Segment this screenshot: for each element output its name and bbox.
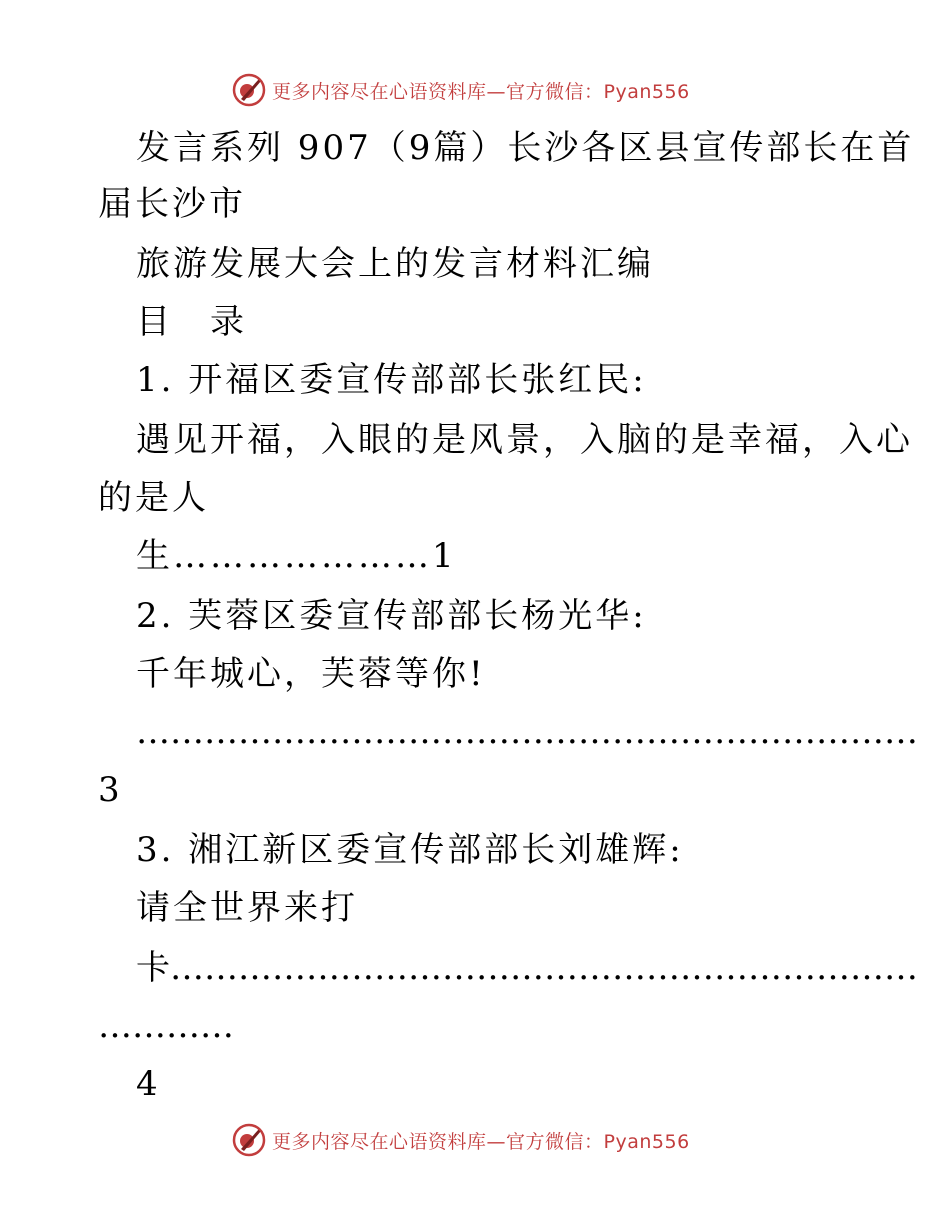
toc-entry-1-title-line-3: 生…………………1 bbox=[136, 536, 457, 576]
doc-title-line-2: 届长沙市 bbox=[98, 184, 246, 224]
watermark-text: 更多内容尽在心语资料库—官方微信：Pyan556 bbox=[272, 80, 690, 103]
toc-entry-1-title-line-2: 的是人 bbox=[98, 478, 209, 518]
toc-entry-3-title-line-2: 卡………………………………………………………… bbox=[136, 948, 918, 988]
watermark-text: 更多内容尽在心语资料库—官方微信：Pyan556 bbox=[272, 1130, 690, 1153]
watermark-banner-top bbox=[232, 72, 690, 108]
doc-title-line-1: 发言系列 907（9篇）长沙各区县宣传部长在首 bbox=[136, 128, 915, 168]
doc-title-line-3: 旅游发展大会上的发言材料汇编 bbox=[136, 244, 654, 284]
toc-entry-2-dot-leader: …………………………………………………………… bbox=[136, 712, 918, 752]
toc-entry-2-page-number: 3 bbox=[98, 770, 123, 810]
toc-entry-2-speaker: 2. 芙蓉区委宣传部部长杨光华: bbox=[136, 596, 647, 636]
watermark-banner-bottom bbox=[232, 1122, 690, 1158]
toc-entry-3-title-line-1: 请全世界来打 bbox=[136, 888, 358, 928]
quill-seal-icon bbox=[232, 73, 266, 107]
toc-entry-3-title-line-3: ………… bbox=[98, 1006, 234, 1046]
quill-seal-icon bbox=[232, 1123, 266, 1157]
toc-entry-3-page-number: 4 bbox=[136, 1064, 161, 1104]
toc-entry-2-title-line-1: 千年城心，芙蓉等你! bbox=[136, 654, 486, 694]
toc-heading: 目 录 bbox=[136, 302, 247, 342]
toc-entry-1-title-line-1: 遇见开福，入眼的是风景，入脑的是幸福，入心 bbox=[136, 420, 913, 460]
toc-entry-3-speaker: 3. 湘江新区委宣传部部长刘雄辉: bbox=[136, 830, 684, 870]
toc-entry-1-speaker: 1. 开福区委宣传部部长张红民: bbox=[136, 360, 647, 400]
